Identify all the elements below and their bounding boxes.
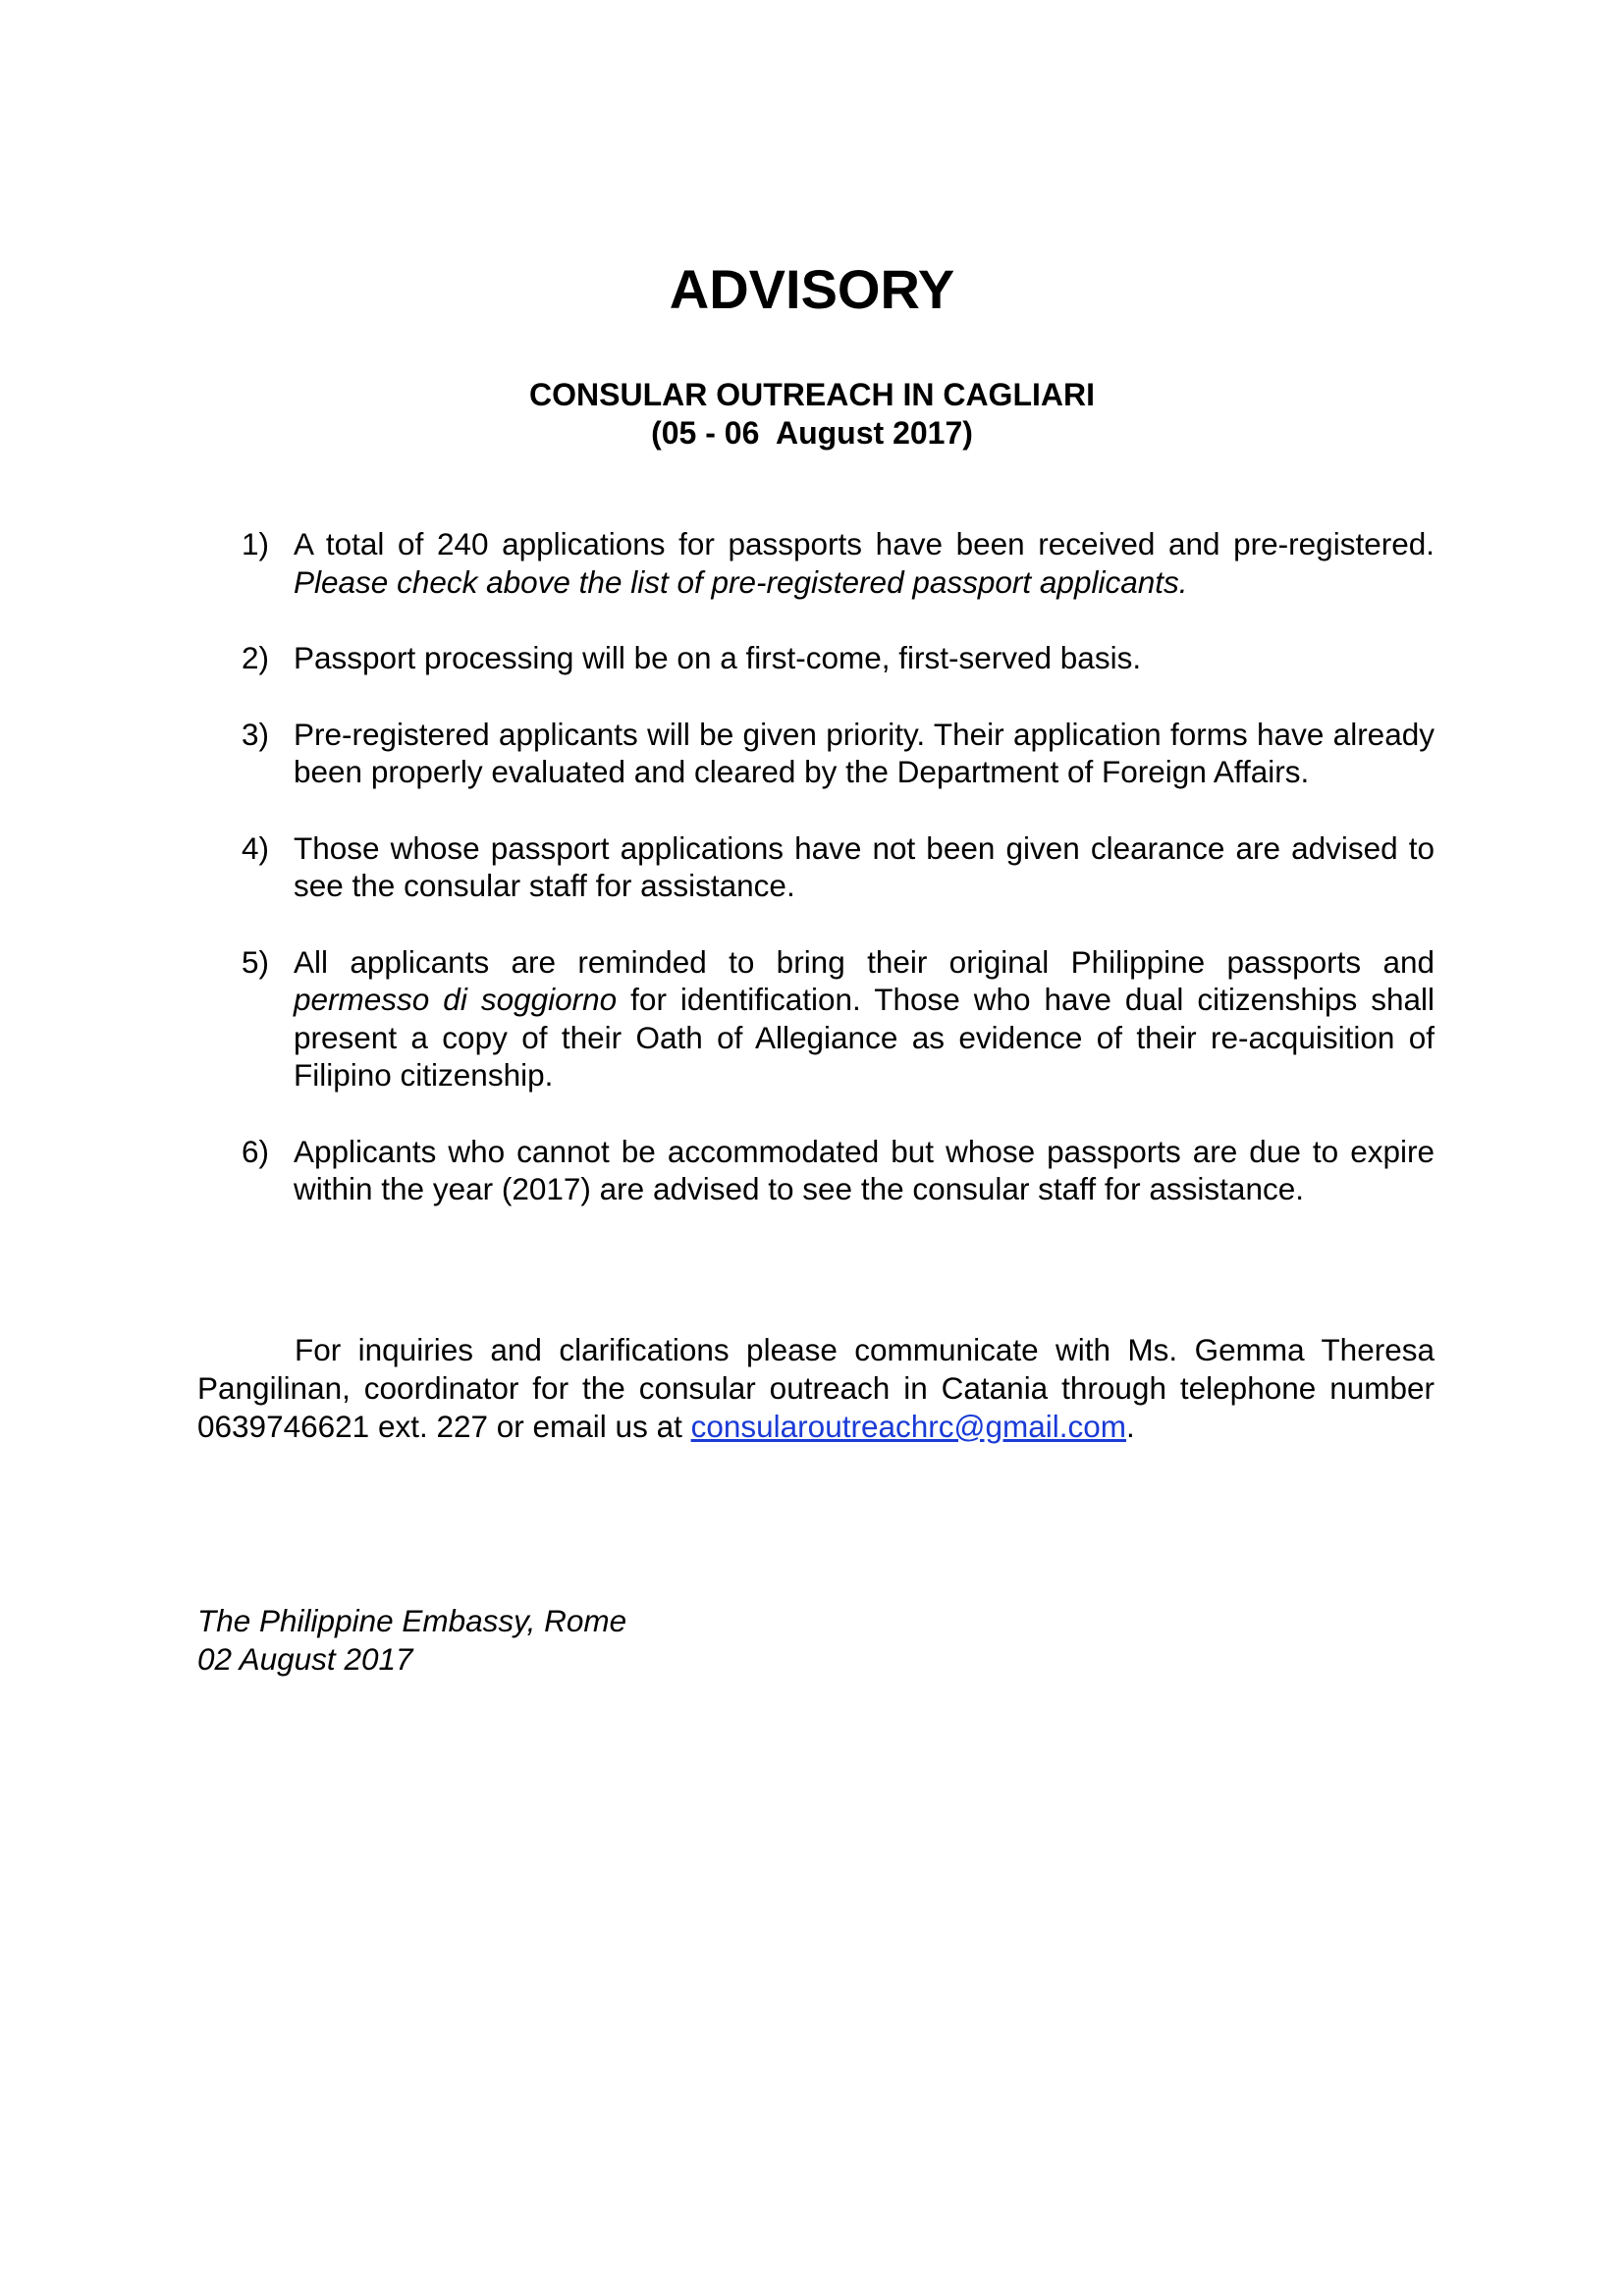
list-item — [242, 829, 1435, 905]
page-subtitle — [0, 376, 1624, 453]
closing-text: For inquiries and clarifications please communicate with Ms. Gemma Theresa Pangilinan, coordinator for the consular outreach in Catania through telephone number 0639746621 ext. 227 or email us at — [197, 1332, 1435, 1444]
item-number: 3) — [242, 716, 270, 752]
item-italic-term: permesso di soggiorno — [294, 982, 618, 1017]
email-link[interactable]: consularoutreachrc@gmail.com — [690, 1409, 1127, 1444]
item-text-before: All applicants are reminded to bring their original Philippine passports and — [294, 943, 1435, 980]
list-item — [242, 716, 1435, 791]
item-text: Those whose passport applications have not been given clearance are advised to see the consular staff for assistance. — [294, 829, 1435, 903]
item-text — [294, 943, 1435, 1095]
list-item — [242, 639, 1435, 677]
item-number: 6) — [242, 1133, 270, 1169]
signature-block — [197, 1602, 626, 1679]
item-text — [294, 525, 1435, 601]
item-text: Pre-registered applicants will be given priority. Their application forms have already been properly evaluated and cleared by the Department of Foreign Affairs. — [294, 716, 1435, 789]
list-item — [242, 525, 1435, 601]
item-text: Applicants who cannot be accommodated but whose passports are due to expire within the year (2017) are advised to see the consular staff for assistance. — [294, 1133, 1435, 1206]
item-text-after: for identification. Those who have dual citizenships shall present a copy of their Oath of Allegiance as evidence of their re-acquisition of Filipino citizenship. — [294, 982, 1435, 1093]
item-number: 4) — [242, 829, 270, 866]
closing-paragraph — [197, 1331, 1435, 1446]
item-number: 2) — [242, 640, 270, 675]
list-item — [242, 1133, 1435, 1208]
page-title: ADVISORY — [669, 258, 955, 320]
item-italic-note: Please check above the list of pre-registered passport applicants. — [294, 563, 1188, 600]
advisory-list — [242, 525, 1435, 1247]
signature-sender: The Philippine Embassy, Rome — [197, 1603, 627, 1638]
signature-date: 02 August 2017 — [197, 1641, 413, 1677]
subtitle-line-2: (05 - 06 August 2017) — [651, 415, 973, 451]
item-number: 1) — [242, 526, 270, 561]
item-number: 5) — [242, 943, 270, 980]
item-text-body: A total of 240 applications for passports have been received and pre-registered. — [294, 526, 1435, 561]
list-item — [242, 943, 1435, 1095]
subtitle-line-1: CONSULAR OUTREACH IN CAGLIARI — [529, 377, 1095, 412]
closing-end: . — [1126, 1409, 1135, 1444]
item-text: Passport processing will be on a first-come, first-served basis. — [294, 640, 1142, 675]
